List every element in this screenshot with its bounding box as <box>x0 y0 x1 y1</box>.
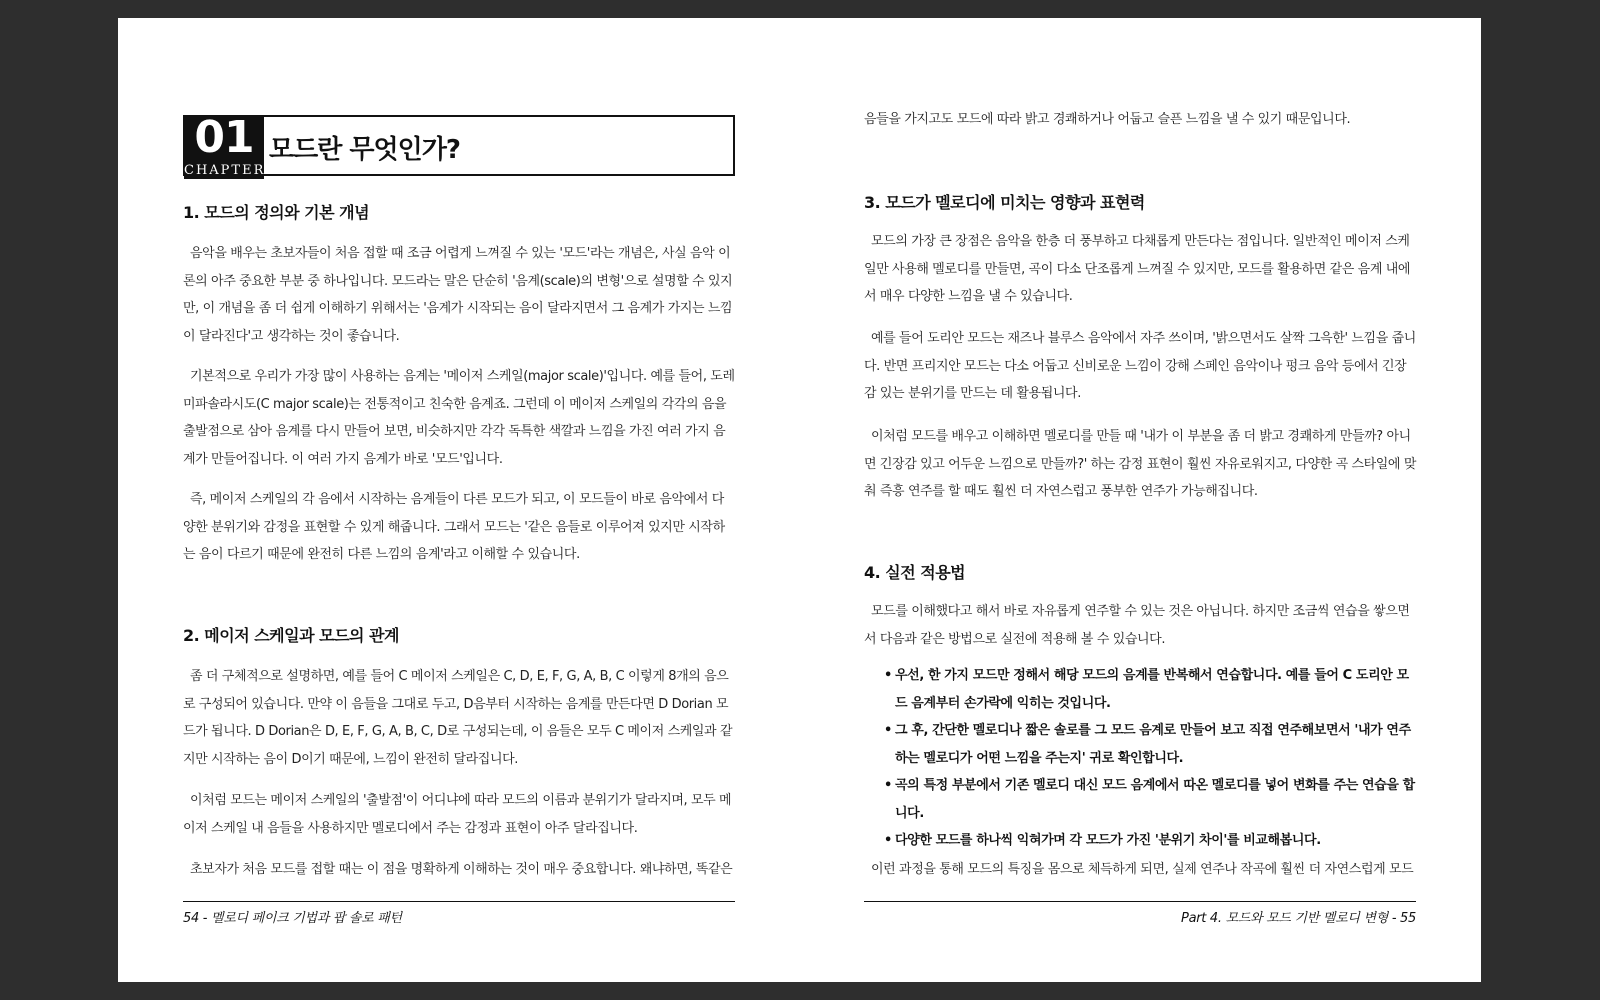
page-footer: 54 - 멜로디 페이크 기법과 팝 솔로 패턴 <box>183 911 402 926</box>
paragraph: 즉, 메이저 스케일의 각 음에서 시작하는 음계들이 다른 모드가 되고, 이 모드들이 바로 음악에서 다양한 분위기와 감정을 표현할 수 있게 해줍니다. 그래서 모드는 '같은 음들로 이루어져 있지만 시작하는 음이 다르기 때문에 완전히 다른 느낌의 음계'라고 이해할 수 있습니다. <box>183 492 725 562</box>
list-item: • 우선, 한 가지 모드만 정해서 해당 모드의 음계를 반복해서 연습합니다. 예를 들어 C 도리안 모드 음계부터 손가락에 익히는 것입니다. <box>884 662 1416 717</box>
list-item: • 곡의 특정 부분에서 기존 멜로디 대신 모드 음계에서 따온 멜로디를 넣어 변화를 주는 연습을 합니다. <box>884 772 1416 827</box>
paragraph: 좀 더 구체적으로 설명하면, 예를 들어 C 메이저 스케일은 C, D, E, F, G, A, B, C 이렇게 8개의 음으로 구성되어 있습니다. 만약 이 음들을 그대로 두고, D음부터 시작하는 음계를 만든다면 D Dorian 모드가 됩니다. D Dorian은 D, E, F, G, A, B, C, D로 구성되는데, 이 음들은 모두 C 메이저 스케일과 같지만 시작하는 음이 D이기 때문에, 느낌이 완전히 달라집니다. <box>183 669 733 767</box>
page-footer: Part 4. 모드와 모드 기반 멜로디 변형 - 55 <box>1181 911 1416 926</box>
footer-rule <box>183 901 735 902</box>
continued-paragraph: 음들을 가지고도 모드에 따라 밝고 경쾌하거나 어둡고 슬픈 느낌을 낼 수 있기 때문입니다. <box>864 112 1351 127</box>
footer-rule <box>864 901 1416 902</box>
paragraph: 기본적으로 우리가 가장 많이 사용하는 음계는 '메이저 스케일(major scale)'입니다. 예를 들어, 도레미파솔라시도(C major scale)는 전통적이고 친숙한 음계죠. 그런데 이 메이저 스케일의 각각의 음을 출발점으로 삼아 음계를 다시 만들어 보면, 비슷하지만 각각 독특한 색깔과 느낌을 가진 여러 가지 음계가 만들어집니다. 이 여러 가지 음계가 바로 '모드'입니다. <box>183 369 735 467</box>
chapter-word: CHAPTER <box>184 163 266 178</box>
section-heading-1: 1. 모드의 정의와 기본 개념 <box>183 203 370 222</box>
paragraph: 모드의 가장 큰 장점은 음악을 한층 더 풍부하고 다채롭게 만든다는 점입니다. 일반적인 메이저 스케일만 사용해 멜로디를 만들면, 곡이 다소 단조롭게 느껴질 수 있지만, 모드를 활용하면 같은 음계 내에서 매우 다양한 느낌을 낼 수 있습니다. <box>864 234 1411 304</box>
section-heading-4: 4. 실전 적용법 <box>864 563 966 582</box>
chapter-header <box>183 112 735 178</box>
paragraph: 예를 들어 도리안 모드는 재즈나 블루스 음악에서 자주 쓰이며, '밝으면서도 살짝 그윽한' 느낌을 줍니다. 반면 프리지안 모드는 다소 어둡고 신비로운 느낌이 강해 스페인 음악이나 펑크 음악 등에서 긴장감 있는 분위기를 만드는 데 활용됩니다. <box>864 331 1416 401</box>
list-item: • 그 후, 간단한 멜로디나 짧은 솔로를 그 모드 음계로 만들어 보고 직접 연주해보면서 '내가 연주하는 멜로디가 어떤 느낌을 주는지' 귀로 확인합니다. <box>884 717 1416 772</box>
section-heading-3: 3. 모드가 멜로디에 미치는 영향과 표현력 <box>864 193 1145 212</box>
paragraph: 음악을 배우는 초보자들이 처음 접할 때 조금 어렵게 느껴질 수 있는 '모드'라는 개념은, 사실 음악 이론의 아주 중요한 부분 중 하나입니다. 모드라는 말은 단순히 '음계(scale)의 변형'으로 설명할 수 있지만, 이 개념을 좀 더 쉽게 이해하기 위해서는 '음계가 시작되는 음이 달라지면서 그 음계가 가지는 느낌이 달라진다'고 생각하는 것이 좋습니다. <box>183 246 733 344</box>
chapter-number: 01 <box>194 112 254 163</box>
list-item: • 다양한 모드를 하나씩 익혀가며 각 모드가 가진 '분위기 차이'를 비교해봅니다. <box>884 827 1416 855</box>
section-heading-2: 2. 메이저 스케일과 모드의 관계 <box>183 626 399 645</box>
paragraph: 이처럼 모드는 메이저 스케일의 '출발점'이 어디냐에 따라 모드의 이름과 분위기가 달라지며, 모두 메이저 스케일 내 음들을 사용하지만 멜로디에서 주는 감정과 표현이 아주 달라집니다. <box>183 793 732 836</box>
book-spread <box>118 18 1481 982</box>
chapter-title: 모드란 무엇인가? <box>269 135 460 165</box>
practice-list <box>884 662 1416 855</box>
paragraph: 이런 과정을 통해 모드의 특징을 몸으로 체득하게 되면, 실제 연주나 작곡에 훨씬 더 자연스럽게 모드 <box>871 862 1414 877</box>
paragraph: 초보자가 처음 모드를 접할 때는 이 점을 명확하게 이해하는 것이 매우 중요합니다. 왜냐하면, 똑같은 <box>190 862 733 877</box>
chapter-badge <box>184 112 266 179</box>
paragraph: 이처럼 모드를 배우고 이해하면 멜로디를 만들 때 '내가 이 부분을 좀 더 밝고 경쾌하게 만들까? 아니면 긴장감 있고 어두운 느낌으로 만들까?' 하는 감정 표현이 훨씬 자유로워지고, 다양한 곡 스타일에 맞춰 즉흥 연주를 할 때도 훨씬 더 자연스럽고 풍부한 연주가 가능해집니다. <box>864 429 1416 499</box>
paragraph: 모드를 이해했다고 해서 바로 자유롭게 연주할 수 있는 것은 아닙니다. 하지만 조금씩 연습을 쌓으면서 다음과 같은 방법으로 실전에 적용해 볼 수 있습니다. <box>864 604 1410 647</box>
